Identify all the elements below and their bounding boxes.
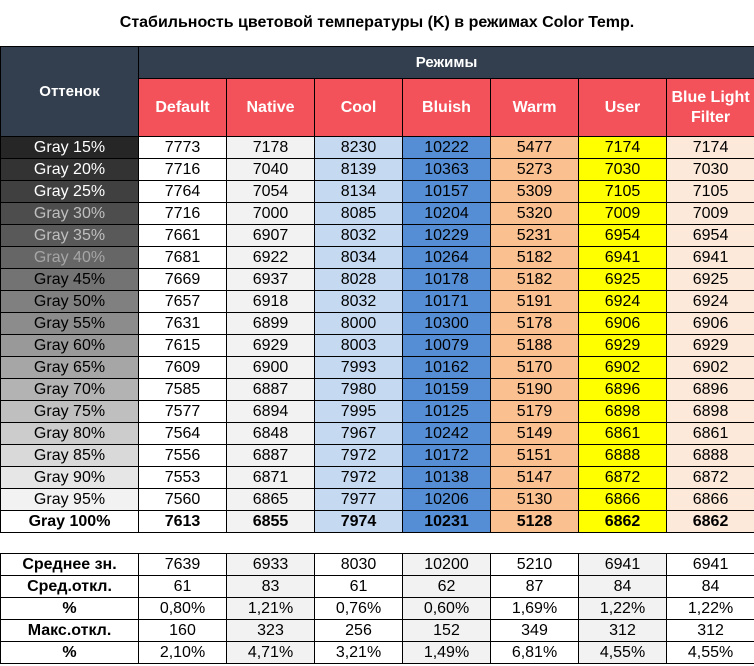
row-label: Gray 60%: [1, 335, 139, 357]
stat-value-cell: 0,80%: [139, 598, 227, 620]
table-row: [1, 225, 754, 247]
value-cell: 5190: [491, 379, 579, 401]
value-cell: 7105: [579, 181, 667, 203]
row-label: Gray 85%: [1, 445, 139, 467]
value-cell: 7613: [139, 511, 227, 533]
value-cell: 5477: [491, 137, 579, 159]
value-cell: 5128: [491, 511, 579, 533]
row-label: Gray 30%: [1, 203, 139, 225]
stat-value-cell: 6,81%: [491, 642, 579, 664]
stat-value-cell: 0,76%: [315, 598, 403, 620]
value-cell: 8032: [315, 291, 403, 313]
value-cell: 6855: [227, 511, 315, 533]
row-label: Gray 50%: [1, 291, 139, 313]
table-row: [1, 203, 754, 225]
value-cell: 7764: [139, 181, 227, 203]
value-cell: 8034: [315, 247, 403, 269]
value-cell: 7030: [667, 159, 754, 181]
value-cell: 6900: [227, 357, 315, 379]
table-row: [1, 445, 754, 467]
value-cell: 7577: [139, 401, 227, 423]
value-cell: 6896: [667, 379, 754, 401]
value-cell: 5231: [491, 225, 579, 247]
value-cell: 6925: [667, 269, 754, 291]
value-cell: 10079: [403, 335, 491, 357]
value-cell: 6861: [667, 423, 754, 445]
stat-row: [1, 620, 754, 642]
value-cell: 6925: [579, 269, 667, 291]
column-header-default: Default: [139, 79, 227, 137]
stat-label: %: [1, 598, 139, 620]
value-cell: 5191: [491, 291, 579, 313]
value-cell: 6898: [579, 401, 667, 423]
table-row: [1, 357, 754, 379]
table-row: [1, 181, 754, 203]
stat-value-cell: 61: [139, 576, 227, 598]
stat-value-cell: 84: [667, 576, 754, 598]
stat-value-cell: 2,10%: [139, 642, 227, 664]
value-cell: 6929: [227, 335, 315, 357]
value-cell: 5147: [491, 467, 579, 489]
table-row: [1, 159, 754, 181]
value-cell: 6937: [227, 269, 315, 291]
value-cell: 6902: [667, 357, 754, 379]
value-cell: 10363: [403, 159, 491, 181]
value-cell: 7178: [227, 137, 315, 159]
value-cell: 5151: [491, 445, 579, 467]
stat-value-cell: 6933: [227, 554, 315, 576]
value-cell: 8230: [315, 137, 403, 159]
value-cell: 7977: [315, 489, 403, 511]
stat-label: %: [1, 642, 139, 664]
value-cell: 6888: [667, 445, 754, 467]
table-row: [1, 269, 754, 291]
value-cell: 6918: [227, 291, 315, 313]
stat-value-cell: 10200: [403, 554, 491, 576]
value-cell: 7631: [139, 313, 227, 335]
value-cell: 7980: [315, 379, 403, 401]
separator-row: [1, 533, 754, 554]
stat-value-cell: 1,69%: [491, 598, 579, 620]
value-cell: 7054: [227, 181, 315, 203]
value-cell: 7972: [315, 467, 403, 489]
value-cell: 6929: [667, 335, 754, 357]
row-label: Gray 40%: [1, 247, 139, 269]
value-cell: 5179: [491, 401, 579, 423]
value-cell: 5182: [491, 247, 579, 269]
table-row: [1, 247, 754, 269]
value-cell: 7174: [667, 137, 754, 159]
value-cell: 10138: [403, 467, 491, 489]
stat-value-cell: 61: [315, 576, 403, 598]
column-header-warm: Warm: [491, 79, 579, 137]
stat-value-cell: 256: [315, 620, 403, 642]
row-label: Gray 15%: [1, 137, 139, 159]
value-cell: 7967: [315, 423, 403, 445]
value-cell: 6954: [579, 225, 667, 247]
value-cell: 7615: [139, 335, 227, 357]
table-row: [1, 511, 754, 533]
value-cell: 6865: [227, 489, 315, 511]
value-cell: 7030: [579, 159, 667, 181]
value-cell: 6896: [579, 379, 667, 401]
column-header-native: Native: [227, 79, 315, 137]
value-cell: 10264: [403, 247, 491, 269]
stat-row: [1, 642, 754, 664]
value-cell: 7105: [667, 181, 754, 203]
row-label: Gray 90%: [1, 467, 139, 489]
row-label: Gray 55%: [1, 313, 139, 335]
value-cell: 5320: [491, 203, 579, 225]
stat-row: [1, 576, 754, 598]
value-cell: 7716: [139, 159, 227, 181]
value-cell: 6887: [227, 445, 315, 467]
stat-value-cell: 312: [579, 620, 667, 642]
table-row: [1, 335, 754, 357]
separator-cell: [1, 533, 754, 554]
table-row: [1, 379, 754, 401]
stat-value-cell: 83: [227, 576, 315, 598]
value-cell: 8028: [315, 269, 403, 291]
value-cell: 6862: [579, 511, 667, 533]
stat-value-cell: 1,22%: [667, 598, 754, 620]
column-header-blue-light-filter: Blue Light Filter: [667, 79, 754, 137]
value-cell: 10231: [403, 511, 491, 533]
row-label: Gray 95%: [1, 489, 139, 511]
value-cell: 6862: [667, 511, 754, 533]
value-cell: 6941: [579, 247, 667, 269]
value-cell: 10242: [403, 423, 491, 445]
stat-label: Среднее зн.: [1, 554, 139, 576]
value-cell: 10204: [403, 203, 491, 225]
value-cell: 6894: [227, 401, 315, 423]
table-row: [1, 291, 754, 313]
shade-header: Оттенок: [1, 47, 139, 137]
table-row: [1, 423, 754, 445]
value-cell: 10171: [403, 291, 491, 313]
stat-value-cell: 160: [139, 620, 227, 642]
stat-label: Сред.откл.: [1, 576, 139, 598]
value-cell: 7995: [315, 401, 403, 423]
value-cell: 7556: [139, 445, 227, 467]
stat-value-cell: 6941: [667, 554, 754, 576]
value-cell: 6898: [667, 401, 754, 423]
stat-row: [1, 598, 754, 620]
value-cell: 6906: [579, 313, 667, 335]
value-cell: 7716: [139, 203, 227, 225]
modes-header: Режимы: [139, 47, 754, 79]
row-label: Gray 25%: [1, 181, 139, 203]
value-cell: 7560: [139, 489, 227, 511]
stat-value-cell: 4,55%: [579, 642, 667, 664]
stat-value-cell: 62: [403, 576, 491, 598]
value-cell: 7974: [315, 511, 403, 533]
value-cell: 6872: [579, 467, 667, 489]
color-temperature-table: [0, 46, 754, 664]
stat-value-cell: 323: [227, 620, 315, 642]
value-cell: 6907: [227, 225, 315, 247]
value-cell: 6924: [579, 291, 667, 313]
value-cell: 10159: [403, 379, 491, 401]
table-row: [1, 137, 754, 159]
row-label: Gray 45%: [1, 269, 139, 291]
value-cell: 6871: [227, 467, 315, 489]
value-cell: 5182: [491, 269, 579, 291]
value-cell: 8085: [315, 203, 403, 225]
value-cell: 7681: [139, 247, 227, 269]
value-cell: 7000: [227, 203, 315, 225]
value-cell: 8139: [315, 159, 403, 181]
value-cell: 6866: [667, 489, 754, 511]
value-cell: 6872: [667, 467, 754, 489]
stat-value-cell: 312: [667, 620, 754, 642]
value-cell: 5170: [491, 357, 579, 379]
value-cell: 5130: [491, 489, 579, 511]
stat-value-cell: 3,21%: [315, 642, 403, 664]
value-cell: 7585: [139, 379, 227, 401]
stat-value-cell: 8030: [315, 554, 403, 576]
value-cell: 7564: [139, 423, 227, 445]
value-cell: 5178: [491, 313, 579, 335]
value-cell: 7993: [315, 357, 403, 379]
value-cell: 10172: [403, 445, 491, 467]
table-row: [1, 467, 754, 489]
value-cell: 10162: [403, 357, 491, 379]
value-cell: 6924: [667, 291, 754, 313]
stat-value-cell: 87: [491, 576, 579, 598]
stat-value-cell: 1,22%: [579, 598, 667, 620]
stat-value-cell: 4,71%: [227, 642, 315, 664]
value-cell: 7040: [227, 159, 315, 181]
value-cell: 6887: [227, 379, 315, 401]
value-cell: 5273: [491, 159, 579, 181]
value-cell: 6888: [579, 445, 667, 467]
stat-value-cell: 84: [579, 576, 667, 598]
value-cell: 7773: [139, 137, 227, 159]
table-row: [1, 313, 754, 335]
value-cell: 7553: [139, 467, 227, 489]
stat-value-cell: 4,55%: [667, 642, 754, 664]
value-cell: 8003: [315, 335, 403, 357]
value-cell: 6954: [667, 225, 754, 247]
stat-value-cell: 152: [403, 620, 491, 642]
value-cell: 8000: [315, 313, 403, 335]
value-cell: 7661: [139, 225, 227, 247]
stat-value-cell: 1,21%: [227, 598, 315, 620]
stat-value-cell: 0,60%: [403, 598, 491, 620]
value-cell: 8032: [315, 225, 403, 247]
column-header-user: User: [579, 79, 667, 137]
value-cell: 10125: [403, 401, 491, 423]
value-cell: 7669: [139, 269, 227, 291]
row-label: Gray 70%: [1, 379, 139, 401]
value-cell: 7009: [667, 203, 754, 225]
value-cell: 6861: [579, 423, 667, 445]
stat-row: [1, 554, 754, 576]
row-label: Gray 65%: [1, 357, 139, 379]
column-header-cool: Cool: [315, 79, 403, 137]
stat-value-cell: 7639: [139, 554, 227, 576]
value-cell: 10300: [403, 313, 491, 335]
column-header-bluish: Bluish: [403, 79, 491, 137]
value-cell: 6922: [227, 247, 315, 269]
value-cell: 10178: [403, 269, 491, 291]
value-cell: 6902: [579, 357, 667, 379]
value-cell: 6929: [579, 335, 667, 357]
stat-value-cell: 6941: [579, 554, 667, 576]
row-label: Gray 75%: [1, 401, 139, 423]
value-cell: 6906: [667, 313, 754, 335]
value-cell: 5188: [491, 335, 579, 357]
stat-label: Макс.откл.: [1, 620, 139, 642]
table-row: [1, 489, 754, 511]
value-cell: 10157: [403, 181, 491, 203]
value-cell: 7009: [579, 203, 667, 225]
value-cell: 5149: [491, 423, 579, 445]
value-cell: 6941: [667, 247, 754, 269]
stat-value-cell: 5210: [491, 554, 579, 576]
value-cell: 7174: [579, 137, 667, 159]
value-cell: 6848: [227, 423, 315, 445]
value-cell: 6866: [579, 489, 667, 511]
value-cell: 7657: [139, 291, 227, 313]
value-cell: 10206: [403, 489, 491, 511]
row-label: Gray 35%: [1, 225, 139, 247]
stat-value-cell: 1,49%: [403, 642, 491, 664]
value-cell: 7972: [315, 445, 403, 467]
row-label: Gray 80%: [1, 423, 139, 445]
row-label: Gray 100%: [1, 511, 139, 533]
stat-value-cell: 349: [491, 620, 579, 642]
value-cell: 5309: [491, 181, 579, 203]
value-cell: 6899: [227, 313, 315, 335]
row-label: Gray 20%: [1, 159, 139, 181]
value-cell: 8134: [315, 181, 403, 203]
table-row: [1, 401, 754, 423]
value-cell: 10229: [403, 225, 491, 247]
table-title: Стабильность цветовой температуры (K) в режимах Color Temp.: [119, 14, 635, 31]
value-cell: 10222: [403, 137, 491, 159]
value-cell: 7609: [139, 357, 227, 379]
